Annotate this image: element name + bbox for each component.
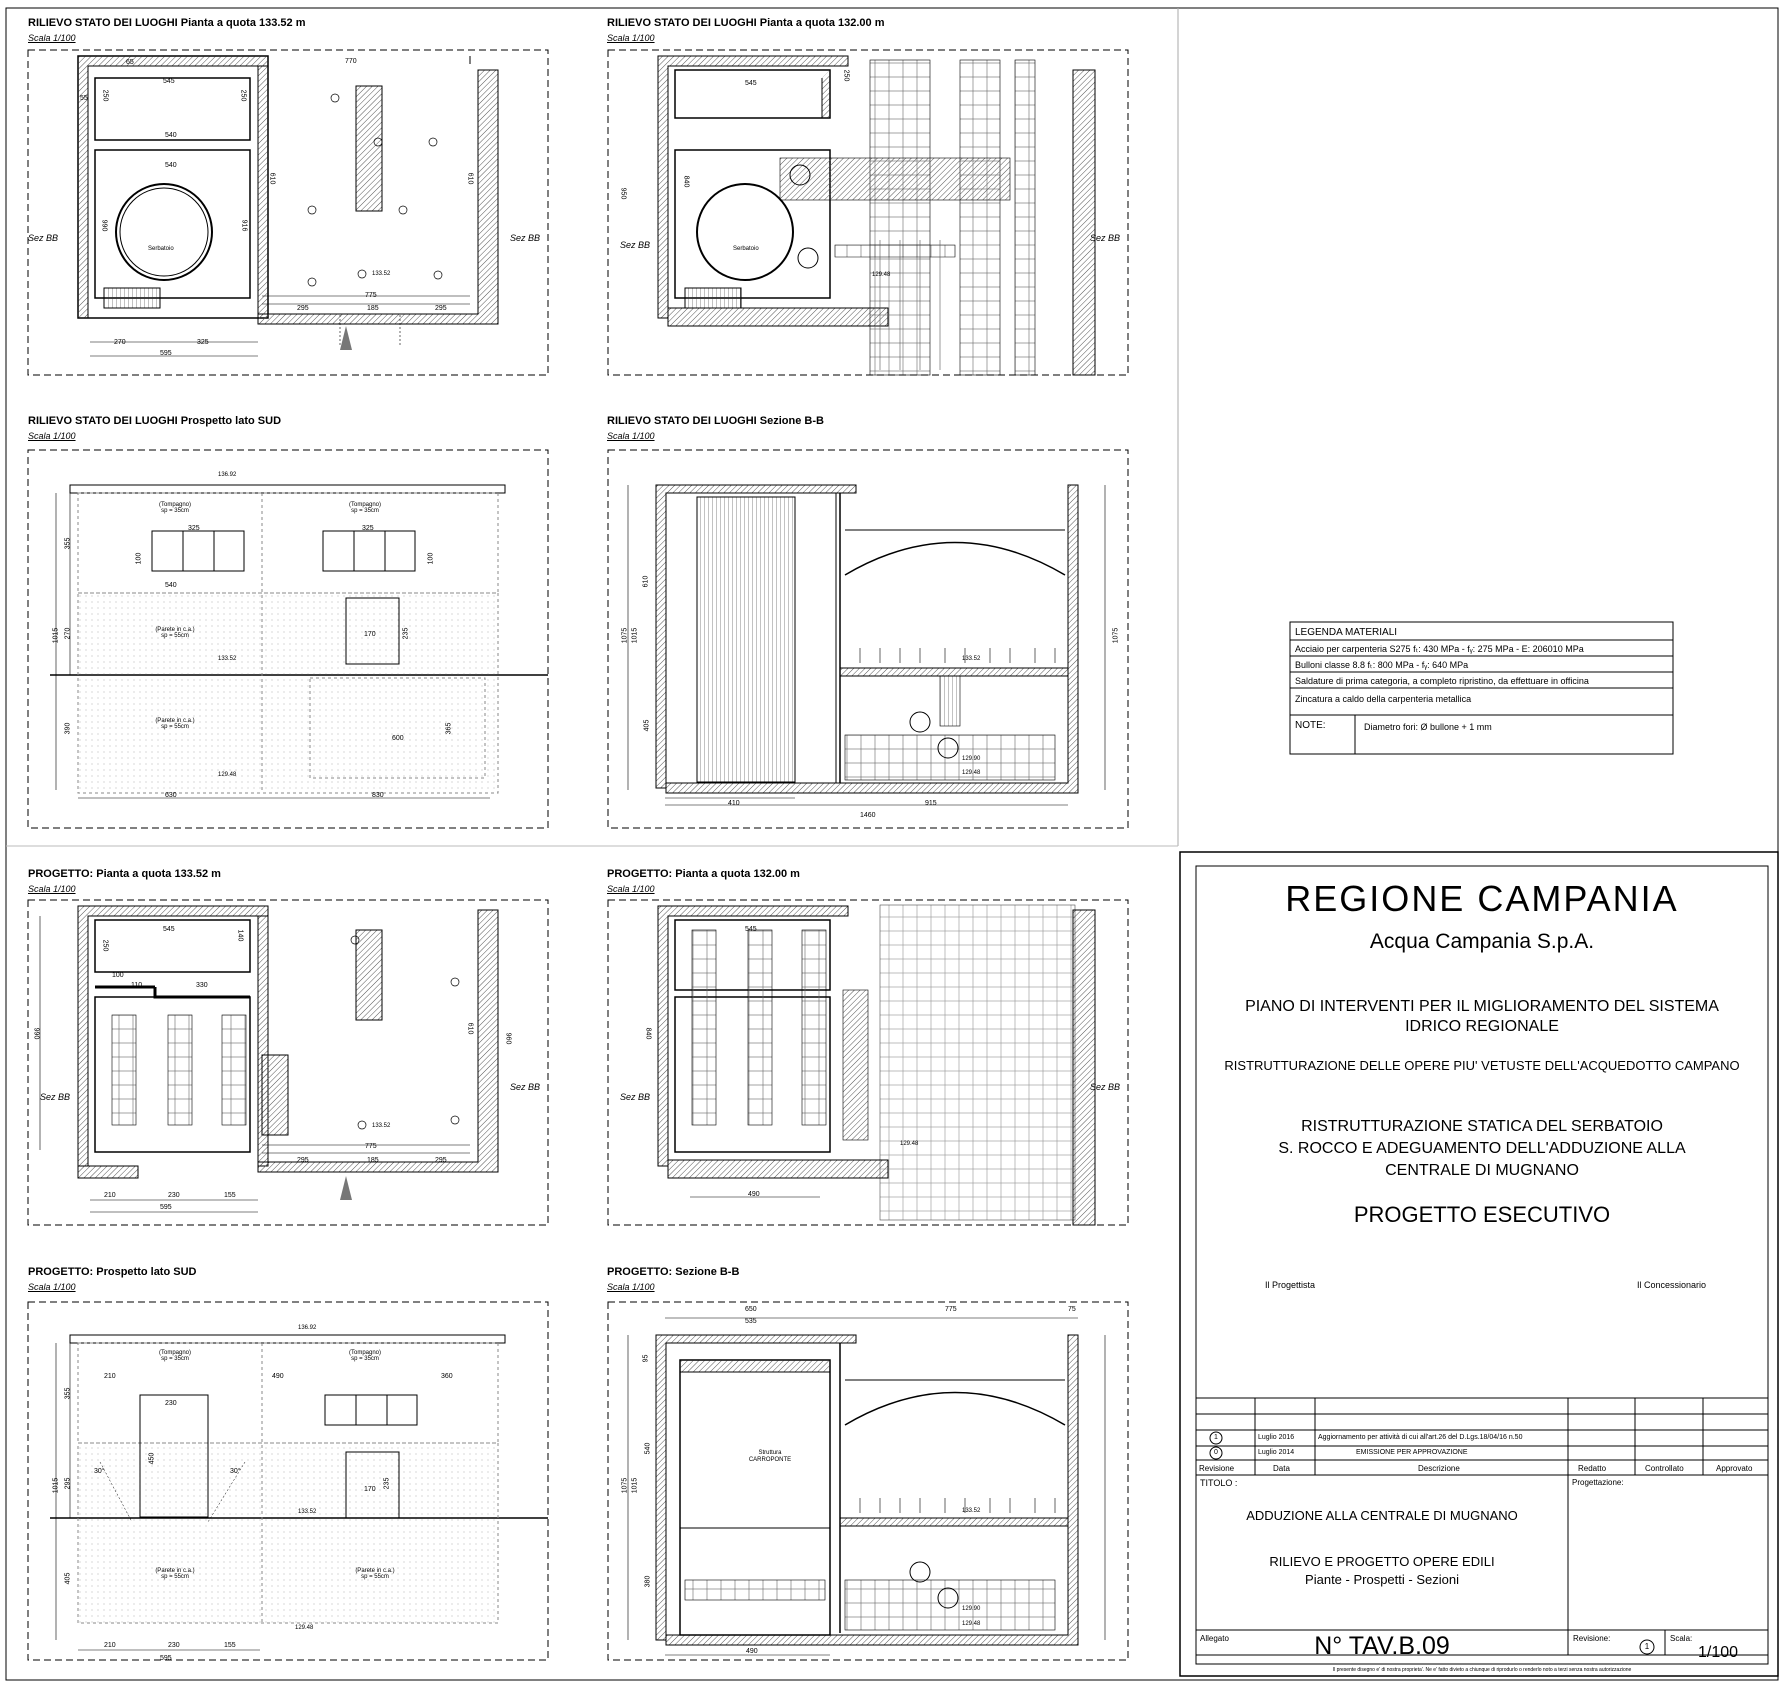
elevation-mark: 129.90 xyxy=(962,756,981,762)
dim-label: 405 xyxy=(64,1572,72,1585)
tompagno-label: (Tompagno) xyxy=(158,502,191,508)
dim-label: 840 xyxy=(644,1027,652,1040)
dim-label: 170 xyxy=(364,631,376,638)
section-p8 xyxy=(628,1318,1105,1655)
dim-label: 55 xyxy=(80,95,88,102)
panel-scale-p7: Scala 1/100 xyxy=(28,1282,76,1292)
header-controllato: Controllato xyxy=(1645,1464,1684,1473)
section-p4 xyxy=(628,485,1105,805)
dim-label: 355 xyxy=(64,1387,72,1400)
dim-label: 775 xyxy=(365,1143,377,1150)
scala-label: Scala: xyxy=(1670,1634,1693,1643)
dim-label: 600 xyxy=(392,735,404,742)
elevation-mark: 129.48 xyxy=(872,272,891,278)
panel-title-p2: RILIEVO STATO DEI LUOGHI Pianta a quota 132.00 m xyxy=(607,17,885,29)
dim-label: 1460 xyxy=(860,812,876,819)
elevation-mark: 129.48 xyxy=(218,772,237,778)
header-data: Data xyxy=(1273,1464,1290,1473)
elevation-mark: 133.52 xyxy=(218,656,237,662)
allegato-label: Allegato xyxy=(1200,1634,1229,1643)
dim-label: 540 xyxy=(165,162,177,169)
dim-label: 450 xyxy=(148,1452,156,1465)
dim-label: 100 xyxy=(427,552,435,565)
elevation-mark: 129.48 xyxy=(900,1141,919,1147)
panel-title-p3: RILIEVO STATO DEI LUOGHI Prospetto lato SUD xyxy=(28,415,282,427)
progettazione-label: Progettazione: xyxy=(1572,1478,1624,1487)
dim-label: 380 xyxy=(644,1575,652,1588)
dim-label: 1015 xyxy=(52,627,60,644)
dim-label: 170 xyxy=(364,1486,376,1493)
dim-label: 250 xyxy=(101,89,109,102)
tank-label: Serbatoio xyxy=(733,246,759,252)
struttura-label: Struttura xyxy=(758,1450,782,1456)
dim-label: 610 xyxy=(268,172,276,185)
elevation-mark: 129.48 xyxy=(962,770,981,776)
section-marker: Sez BB xyxy=(510,233,541,243)
tompagno-sp: sp = 35cm xyxy=(351,508,379,514)
revisione-label: Revisione: xyxy=(1573,1634,1611,1643)
tompagno-sp: sp = 35cm xyxy=(351,1356,379,1362)
dim-label: 210 xyxy=(104,1192,116,1199)
panel-title-p6: PROGETTO: Pianta a quota 132.00 m xyxy=(607,868,800,880)
titolo-line3: Piante - Prospetti - Sezioni xyxy=(1305,1572,1459,1587)
phase-title: PROGETTO ESECUTIVO xyxy=(1353,1202,1611,1227)
panel-title-p5: PROGETTO: Pianta a quota 133.52 m xyxy=(28,868,221,880)
dim-label: 405 xyxy=(643,719,651,732)
legend-note-text: Diametro fori: Ø bullone + 1 mm xyxy=(1364,722,1492,732)
dim-label: 595 xyxy=(160,1204,172,1211)
dim-label: 295 xyxy=(435,305,447,312)
dim-label: 155 xyxy=(224,1642,236,1649)
dim-label: 230 xyxy=(168,1642,180,1649)
dim-label: 185 xyxy=(367,305,379,312)
concessionaire-label: Il Concessionario xyxy=(1637,1280,1707,1290)
dim-label: 185 xyxy=(367,1157,379,1164)
dim-label: 1075 xyxy=(1112,627,1120,644)
legend-row: Zincatura a caldo della carpenteria metallica xyxy=(1295,694,1472,704)
dim-label: 990 xyxy=(32,1027,40,1040)
dim-label: 610 xyxy=(642,575,650,588)
revision-date: Luglio 2016 xyxy=(1258,1434,1295,1441)
dim-label: 490 xyxy=(746,1648,758,1655)
dim-label: 830 xyxy=(372,792,384,799)
project-title-line2: S. ROCCO E ADEGUAMENTO DELL'ADDUZIONE ALLA xyxy=(1278,1140,1686,1157)
section-marker: Sez BB xyxy=(510,1082,541,1092)
dim-label: 950 xyxy=(619,187,627,200)
dim-label: 775 xyxy=(365,292,377,299)
tompagno-label: (Tompagno) xyxy=(348,1350,381,1356)
project-title-line1: RISTRUTTURAZIONE STATICA DEL SERBATOIO xyxy=(1301,1118,1663,1135)
elevation-mark: 136.92 xyxy=(218,472,237,478)
parete-label: (Parete in c.a.) xyxy=(355,1568,395,1574)
dim-label: 630 xyxy=(165,792,177,799)
titleblock-frame xyxy=(1180,852,1778,1676)
dim-label: 140 xyxy=(236,929,244,942)
dim-label: 1015 xyxy=(631,627,639,644)
dim-label: 365 xyxy=(445,722,453,735)
dim-label: 155 xyxy=(224,1192,236,1199)
dim-label: 250 xyxy=(239,89,247,102)
dim-label: 270 xyxy=(114,339,126,346)
dim-label: 360 xyxy=(441,1373,453,1380)
dim-label: 390 xyxy=(64,722,72,735)
panel-title-p4: RILIEVO STATO DEI LUOGHI Sezione B-B xyxy=(607,415,824,427)
tompagno-label: (Tompagno) xyxy=(158,1350,191,1356)
revision-number: 1 xyxy=(1214,1434,1218,1441)
dim-label: 650 xyxy=(745,1306,757,1313)
elevation-mark: 133.52 xyxy=(372,271,391,277)
dim-label: 355 xyxy=(64,537,72,550)
dim-label: 250 xyxy=(101,939,109,952)
dim-label: 990 xyxy=(100,219,108,232)
dim-label: 210 xyxy=(104,1373,116,1380)
legend-note-label: NOTE: xyxy=(1295,720,1326,731)
dim-label: 75 xyxy=(1068,1306,1076,1313)
dim-label: 100 xyxy=(112,972,124,979)
dim-label: 840 xyxy=(682,175,690,188)
dim-label: 65 xyxy=(126,59,134,66)
parete-sp: sp = 55cm xyxy=(161,1574,189,1580)
dim-label: 775 xyxy=(945,1306,957,1313)
dim-label: 535 xyxy=(745,1318,757,1325)
header-approvato: Approvato xyxy=(1716,1464,1753,1473)
header-revisione: Revisione xyxy=(1199,1464,1235,1473)
dim-label: 295 xyxy=(297,305,309,312)
dim-label: 1015 xyxy=(631,1477,639,1494)
elevation-mark: 129.90 xyxy=(962,1606,981,1612)
dim-label: 410 xyxy=(728,800,740,807)
dim-label: 250 xyxy=(842,69,850,82)
carroponte-label: CARROPONTE xyxy=(748,1457,792,1463)
dim-label: 295 xyxy=(435,1157,447,1164)
parete-sp: sp = 55cm xyxy=(161,724,189,730)
panel-scale-p5: Scala 1/100 xyxy=(28,884,76,894)
plan-p2 xyxy=(658,56,1095,375)
dim-label: 325 xyxy=(197,339,209,346)
project-title-line3: CENTRALE DI MUGNANO xyxy=(1385,1162,1579,1179)
parete-label: (Parete in c.a.) xyxy=(155,627,195,633)
restructuring-title: RISTRUTTURAZIONE DELLE OPERE PIU' VETUSTE DELL'ACQUEDOTTO CAMPANO xyxy=(1224,1058,1740,1073)
tompagno-sp: sp = 35cm xyxy=(161,508,189,514)
dim-label: 295 xyxy=(297,1157,309,1164)
revisione-number: 1 xyxy=(1644,1642,1650,1651)
dim-label: 1015 xyxy=(52,1477,60,1494)
panel-title-p8: PROGETTO: Sezione B-B xyxy=(607,1266,740,1278)
dim-label: 110 xyxy=(131,982,143,989)
dim-label: 770 xyxy=(345,58,357,65)
dim-label: 270 xyxy=(64,627,72,640)
tank-label: Serbatoio xyxy=(148,246,174,252)
section-marker: Sez BB xyxy=(40,1092,71,1102)
panel-scale-p6: Scala 1/100 xyxy=(607,884,655,894)
elevation-mark: 136.92 xyxy=(298,1325,317,1331)
tompagno-label: (Tompagno) xyxy=(348,502,381,508)
region-title: REGIONE CAMPANIA xyxy=(1285,878,1679,919)
dim-label: 325 xyxy=(362,525,374,532)
legend-title: LEGENDA MATERIALI xyxy=(1295,627,1398,638)
section-marker: Sez BB xyxy=(28,233,59,243)
drawing-number: N° TAV.B.09 xyxy=(1314,1632,1450,1660)
elevation-p3 xyxy=(50,485,548,798)
dim-label: 490 xyxy=(748,1191,760,1198)
company-name: Acqua Campania S.p.A. xyxy=(1369,930,1595,953)
designer-label: Il Progettista xyxy=(1265,1280,1316,1290)
plan-title-line2: IDRICO REGIONALE xyxy=(1405,1018,1559,1035)
tompagno-sp: sp = 35cm xyxy=(161,1356,189,1362)
dim-label: 595 xyxy=(160,1655,172,1662)
section-marker: Sez BB xyxy=(1090,1082,1121,1092)
panel-scale-p8: Scala 1/100 xyxy=(607,1282,655,1292)
dim-label: 540 xyxy=(165,132,177,139)
parete-label: (Parete in c.a.) xyxy=(155,718,195,724)
dim-label: 30° xyxy=(230,1468,241,1475)
dim-label: 545 xyxy=(163,926,175,933)
elevation-mark: 133.52 xyxy=(372,1123,391,1129)
revision-desc: Aggiornamento per attività di cui all'art.26 del D.Lgs.18/04/16 n.50 xyxy=(1318,1434,1523,1441)
titolo-line2: RILIEVO E PROGETTO OPERE EDILI xyxy=(1269,1554,1495,1569)
dim-label: 490 xyxy=(272,1373,284,1380)
dim-label: 30° xyxy=(94,1468,105,1475)
ownership-note: Il presente disegno e' di nostra proprieta'. Ne e' fatto divieto a chiunque di riprodurlo o renderlo noto a terzi senza nostra autorizzazione xyxy=(1332,1667,1632,1673)
dim-label: 1075 xyxy=(621,1477,629,1494)
scala-value: 1/100 xyxy=(1698,1644,1739,1661)
section-marker: Sez BB xyxy=(620,240,651,250)
plan-p6 xyxy=(658,905,1095,1225)
elevation-mark: 129.48 xyxy=(295,1625,314,1631)
legend-row: Saldature di prima categoria, a completo ripristino, da effettuare in officina xyxy=(1295,676,1589,686)
dim-label: 230 xyxy=(165,1400,177,1407)
section-marker: Sez BB xyxy=(620,1092,651,1102)
dim-label: 95 xyxy=(642,1354,650,1363)
legend-row: Bulloni classe 8.8 fₜ: 800 MPa - fᵧ: 640 MPa xyxy=(1295,660,1469,670)
header-redatto: Redatto xyxy=(1578,1464,1607,1473)
panel-scale-p4: Scala 1/100 xyxy=(607,431,655,441)
plan-p5 xyxy=(40,906,498,1212)
plan-title-line1: PIANO DI INTERVENTI PER IL MIGLIORAMENTO DEL SISTEMA xyxy=(1245,998,1719,1015)
dim-label: 230 xyxy=(168,1192,180,1199)
panel-scale-p2: Scala 1/100 xyxy=(607,33,655,43)
dim-label: 235 xyxy=(383,1477,391,1490)
dim-label: 210 xyxy=(104,1642,116,1649)
parete-sp: sp = 55cm xyxy=(161,633,189,639)
header-descrizione: Descrizione xyxy=(1418,1464,1460,1473)
dim-label: 100 xyxy=(135,552,143,565)
dim-label: 915 xyxy=(925,800,937,807)
panel-scale-p1: Scala 1/100 xyxy=(28,33,76,43)
elevation-mark: 133.52 xyxy=(962,656,981,662)
dim-label: 540 xyxy=(165,582,177,589)
dim-label: 610 xyxy=(466,172,474,185)
dim-label: 610 xyxy=(466,1022,474,1035)
dim-label: 330 xyxy=(196,982,208,989)
dim-label: 1075 xyxy=(621,627,629,644)
dim-label: 295 xyxy=(64,1477,72,1490)
dim-label: 916 xyxy=(240,219,248,232)
elevation-mark: 133.52 xyxy=(298,1509,317,1515)
legend-row: Acciaio per carpenteria S275 fₜ: 430 MPa - fᵧ: 275 MPa - E: 206010 MPa xyxy=(1295,644,1584,654)
legend-frame xyxy=(1290,622,1673,754)
dim-label: 325 xyxy=(188,525,200,532)
parete-sp: sp = 55cm xyxy=(361,1574,389,1580)
elevation-mark: 133.52 xyxy=(962,1508,981,1514)
parete-label: (Parete in c.a.) xyxy=(155,1568,195,1574)
dim-label: 595 xyxy=(160,350,172,357)
dim-label: 235 xyxy=(402,627,410,640)
panel-scale-p3: Scala 1/100 xyxy=(28,431,76,441)
section-marker: Sez BB xyxy=(1090,233,1121,243)
dim-label: 545 xyxy=(745,80,757,87)
elevation-mark: 129.48 xyxy=(962,1621,981,1627)
revision-number: 0 xyxy=(1214,1449,1218,1456)
dim-label: 960 xyxy=(504,1032,512,1045)
elevation-p7 xyxy=(50,1335,548,1650)
panel-title-p7: PROGETTO: Prospetto lato SUD xyxy=(28,1266,197,1278)
dim-label: 540 xyxy=(644,1442,652,1455)
titolo-label: TITOLO : xyxy=(1200,1478,1238,1488)
panel-title-p1: RILIEVO STATO DEI LUOGHI Pianta a quota 133.52 m xyxy=(28,17,306,29)
titolo-line1: ADDUZIONE ALLA CENTRALE DI MUGNANO xyxy=(1246,1508,1518,1523)
dim-label: 545 xyxy=(745,926,757,933)
revision-desc: EMISSIONE PER APPROVAZIONE xyxy=(1356,1449,1468,1456)
dim-label: 545 xyxy=(163,78,175,85)
revision-date: Luglio 2014 xyxy=(1258,1449,1295,1456)
